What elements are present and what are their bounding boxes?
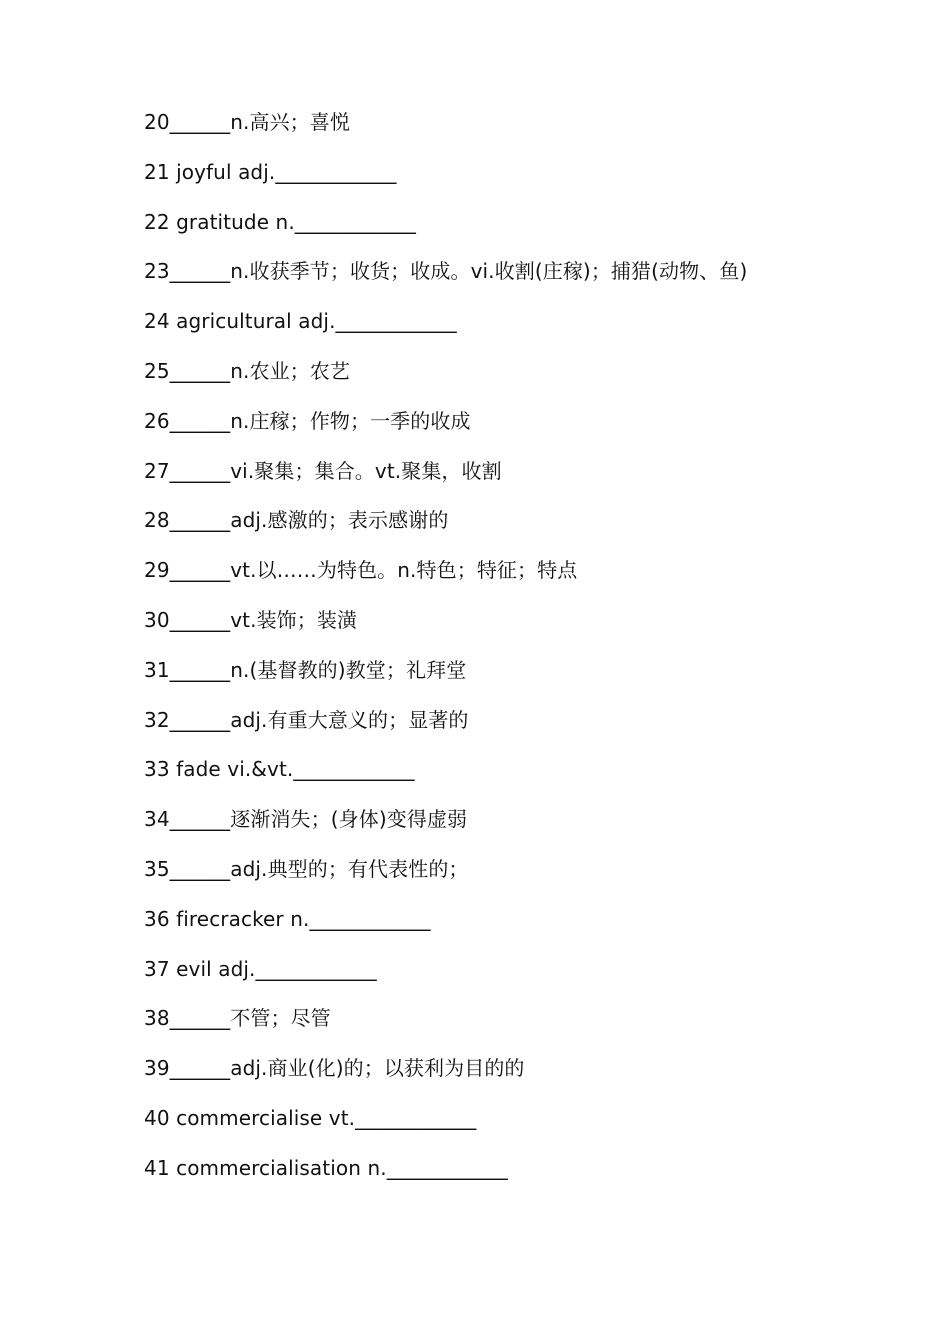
vocab-line-23: 23______n.收获季节；收货；收成。vi.收割(庄稼)；捕猎(动物、鱼) <box>144 259 748 284</box>
vocab-line-24: 24 agricultural adj.____________ <box>144 309 457 334</box>
vocab-line-20: 20______n.高兴；喜悦 <box>144 110 350 134</box>
vocabulary-list <box>144 104 924 1200</box>
vocab-line-30: 30______vt.装饰；装潢 <box>144 607 358 632</box>
vocab-line-34: 34______逐渐消失；(身体)变得虚弱 <box>144 807 468 832</box>
vocab-line-22: 22 gratitude n.____________ <box>144 209 416 234</box>
vocab-line-40: 40 commercialise vt.____________ <box>144 1105 477 1130</box>
vocab-line-31: 31______n.(基督教的)教堂；礼拜堂 <box>144 657 467 682</box>
vocab-line-39: 39______adj.商业(化)的；以获利为目的的 <box>144 1056 525 1081</box>
vocab-line-32: 32______adj.有重大意义的；显著的 <box>144 707 469 732</box>
vocab-line-29: 29______vt.以……为特色。n.特色；特征；特点 <box>144 558 578 583</box>
vocab-line-25: 25______n.农业；农艺 <box>144 358 350 383</box>
vocab-line-36: 36 firecracker n.____________ <box>144 906 431 931</box>
vocab-line-27: 27______vi.聚集；集合。vt.聚集，收割 <box>144 458 502 483</box>
vocab-line-33: 33 fade vi.&vt.____________ <box>144 757 415 782</box>
vocab-line-37: 37 evil adj.____________ <box>144 956 377 981</box>
vocab-line-41: 41 commercialisation n.____________ <box>144 1155 508 1180</box>
vocab-line-21: 21 joyful adj.____________ <box>144 159 397 184</box>
vocab-line-26: 26______n.庄稼；作物；一季的收成 <box>144 408 471 433</box>
vocab-line-28: 28______adj.感激的；表示感谢的 <box>144 508 449 533</box>
vocab-line-35: 35______adj.典型的；有代表性的； <box>144 856 469 881</box>
vocab-line-38: 38______不管；尽管 <box>144 1006 331 1031</box>
